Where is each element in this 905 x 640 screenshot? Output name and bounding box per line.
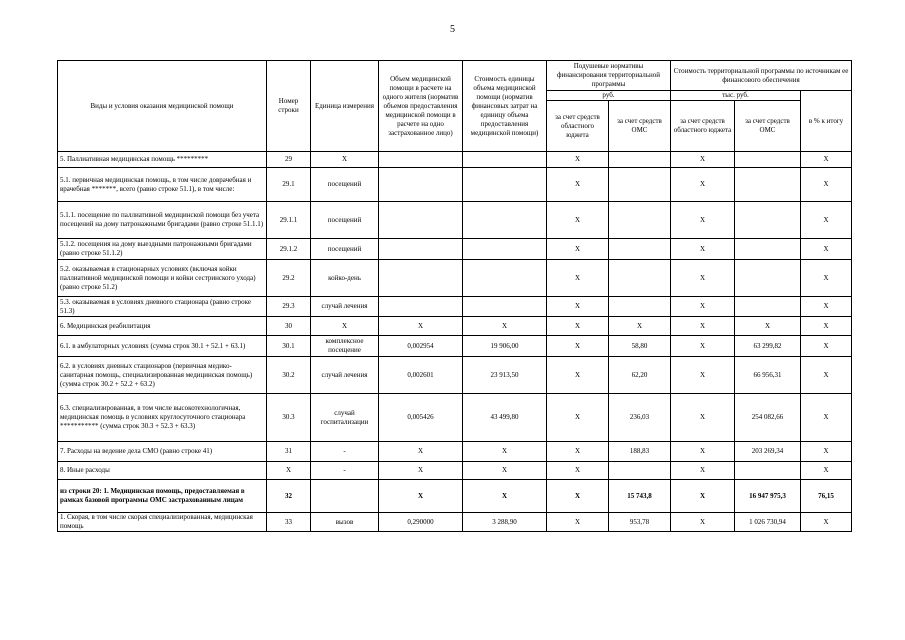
header-kind: Виды и условия оказания медицинской помощи	[58, 61, 267, 152]
row-program-oms	[735, 168, 801, 202]
row-volume	[379, 152, 463, 168]
row-percent: X	[801, 168, 852, 202]
row-program-oms	[735, 152, 801, 168]
table-row	[58, 462, 852, 480]
row-unit: вызов	[311, 513, 379, 532]
row-unit-cost: 3 288,90	[463, 513, 547, 532]
row-unit: комплексное посещение	[311, 336, 379, 357]
row-per-capita-oms	[609, 202, 671, 239]
row-percent: X	[801, 297, 852, 317]
row-unit: посещений	[311, 239, 379, 260]
row-per-capita-budget: X	[547, 239, 609, 260]
row-number: X	[267, 462, 311, 480]
row-per-capita-budget: X	[547, 260, 609, 297]
row-unit-cost: X	[463, 462, 547, 480]
row-name: из строки 20: 1. Медицинская помощь, предоставляемая в рамках базовой программы ОМС застрахованным лицам	[58, 480, 267, 513]
row-percent: X	[801, 152, 852, 168]
row-volume: 0,290000	[379, 513, 463, 532]
row-name: 7. Расходы на ведение дела СМО (равно строке 41)	[58, 442, 267, 462]
row-name: 6.2. в условиях дневных стационаров (первичная медико-санитарная помощь, специализированная медицинская помощь) (сумма строк 30.2 + 52.2 + 63.2)	[58, 357, 267, 394]
row-number: 33	[267, 513, 311, 532]
table-row	[58, 168, 852, 202]
row-per-capita-oms	[609, 297, 671, 317]
row-unit-cost: 43 499,80	[463, 394, 547, 442]
row-volume	[379, 260, 463, 297]
row-per-capita-oms	[609, 152, 671, 168]
row-name: 5.3. оказываемая в условиях дневного стационара (равно строке 51.3)	[58, 297, 267, 317]
row-name: 5.2. оказываемая в стационарных условиях (включая койки паллиативной медицинской помощи и койки сестринского ухода) (равно строке 51.2)	[58, 260, 267, 297]
row-program-budget: X	[671, 357, 735, 394]
row-per-capita-oms: X	[609, 317, 671, 336]
row-unit	[311, 480, 379, 513]
table-row	[58, 394, 852, 442]
row-per-capita-oms	[609, 239, 671, 260]
row-per-capita-oms: 58,80	[609, 336, 671, 357]
row-percent: X	[801, 357, 852, 394]
table-row	[58, 202, 852, 239]
row-per-capita-budget: X	[547, 357, 609, 394]
row-per-capita-oms: 188,83	[609, 442, 671, 462]
row-program-budget: X	[671, 394, 735, 442]
header-unit-cost: Стоимость единицы объема медицинской помощи (норматив финансовых затрат на единицу объема предоставления медицинской помощи)	[463, 61, 547, 152]
row-unit: -	[311, 462, 379, 480]
row-percent: X	[801, 317, 852, 336]
header-per-capita-budget: за счет средств областного юджета	[547, 101, 609, 152]
row-unit-cost: X	[463, 317, 547, 336]
row-per-capita-budget: X	[547, 336, 609, 357]
row-percent: X	[801, 442, 852, 462]
header-volume: Объем медицинской помощи в расчете на одного жителя (норматив объемов предоставления медицинской помощи в расчете на одно застрахованное лицо)	[379, 61, 463, 152]
row-per-capita-budget: X	[547, 152, 609, 168]
row-per-capita-oms	[609, 168, 671, 202]
row-name: 6. Медицинская реабилитация	[58, 317, 267, 336]
table-row	[58, 480, 852, 513]
row-program-oms	[735, 462, 801, 480]
row-program-oms: 254 082,66	[735, 394, 801, 442]
table-row	[58, 260, 852, 297]
row-unit-cost: X	[463, 442, 547, 462]
row-percent: X	[801, 394, 852, 442]
row-per-capita-budget: X	[547, 297, 609, 317]
row-program-oms: X	[735, 317, 801, 336]
header-per-capita-unit: руб.	[547, 91, 671, 101]
row-unit: X	[311, 152, 379, 168]
financing-table	[57, 60, 852, 532]
row-unit: -	[311, 442, 379, 462]
row-volume	[379, 168, 463, 202]
row-per-capita-budget: X	[547, 462, 609, 480]
row-number: 29	[267, 152, 311, 168]
row-program-budget: X	[671, 297, 735, 317]
row-unit-cost	[463, 260, 547, 297]
page-number: 5	[450, 24, 455, 35]
row-name: 5.1.2. посещения на дому выездными патронажными бригадами (равно строке 51.1.2)	[58, 239, 267, 260]
row-per-capita-oms	[609, 260, 671, 297]
row-program-oms	[735, 260, 801, 297]
row-program-budget: X	[671, 317, 735, 336]
row-volume: X	[379, 317, 463, 336]
table-row	[58, 442, 852, 462]
row-number: 31	[267, 442, 311, 462]
row-unit: случай лечения	[311, 357, 379, 394]
row-name: 1. Скорая, в том числе скорая специализированная, медицинская помощь	[58, 513, 267, 532]
row-number: 29.1	[267, 168, 311, 202]
row-percent: X	[801, 260, 852, 297]
row-per-capita-budget: X	[547, 394, 609, 442]
table-row	[58, 336, 852, 357]
row-number: 30.1	[267, 336, 311, 357]
row-number: 29.1.1	[267, 202, 311, 239]
header-row-no: Номер строки	[267, 61, 311, 152]
row-percent: 76,15	[801, 480, 852, 513]
row-per-capita-budget: X	[547, 317, 609, 336]
row-program-oms: 16 947 975,3	[735, 480, 801, 513]
row-program-budget: X	[671, 202, 735, 239]
header-program-cost: Стоимость территориальной программы по источникам ее финансового обеспечения	[671, 61, 852, 91]
row-unit-cost: 23 913,50	[463, 357, 547, 394]
header-unit: Единица измерения	[311, 61, 379, 152]
row-program-oms	[735, 239, 801, 260]
row-unit: случай лечения	[311, 297, 379, 317]
row-per-capita-oms: 953,78	[609, 513, 671, 532]
row-program-budget: X	[671, 442, 735, 462]
table-row	[58, 317, 852, 336]
row-program-oms: 66 956,31	[735, 357, 801, 394]
row-per-capita-oms: 236,03	[609, 394, 671, 442]
row-volume: 0,002601	[379, 357, 463, 394]
row-name: 8. Иные расходы	[58, 462, 267, 480]
row-number: 32	[267, 480, 311, 513]
row-number: 29.2	[267, 260, 311, 297]
header-per-capita: Подушевые нормативы финансирования территориальной программы	[547, 61, 671, 91]
row-program-oms	[735, 297, 801, 317]
table-row	[58, 239, 852, 260]
row-percent: X	[801, 336, 852, 357]
row-per-capita-budget: X	[547, 513, 609, 532]
row-volume: 0,002954	[379, 336, 463, 357]
header-program-budget: за счет средств областного юджета	[671, 101, 735, 152]
row-program-oms: 203 269,34	[735, 442, 801, 462]
table-row	[58, 513, 852, 532]
row-program-budget: X	[671, 513, 735, 532]
row-name: 6.3. специализированная, в том числе высокотехнологичная, медицинская помощь в условиях круглосуточного стационара *********** (сумма строк 30.3 + 52.3 + 63.3)	[58, 394, 267, 442]
header-program-cost-unit: тыс. руб.	[671, 91, 801, 101]
row-per-capita-oms: 62,20	[609, 357, 671, 394]
header-percent: в % к итогу	[801, 91, 852, 152]
row-name: 5.1.1. посещение по паллиативной медицинской помощи без учета посещений на дому патронажными бригадами (равно строке 51.1.1)	[58, 202, 267, 239]
row-unit-cost	[463, 152, 547, 168]
table-body	[58, 152, 852, 532]
row-per-capita-oms: 15 743,8	[609, 480, 671, 513]
row-number: 30.3	[267, 394, 311, 442]
row-program-budget: X	[671, 462, 735, 480]
row-unit-cost: 19 906,00	[463, 336, 547, 357]
row-program-budget: X	[671, 168, 735, 202]
row-volume	[379, 202, 463, 239]
row-unit-cost	[463, 297, 547, 317]
row-percent: X	[801, 202, 852, 239]
row-volume: X	[379, 442, 463, 462]
table-row	[58, 357, 852, 394]
row-volume: X	[379, 480, 463, 513]
row-unit: посещений	[311, 202, 379, 239]
row-per-capita-budget: X	[547, 168, 609, 202]
row-per-capita-budget: X	[547, 480, 609, 513]
row-unit: случай госпитализации	[311, 394, 379, 442]
row-name: 5. Паллиативная медицинская помощь *********	[58, 152, 267, 168]
row-percent: X	[801, 513, 852, 532]
row-program-budget: X	[671, 152, 735, 168]
table-row	[58, 152, 852, 168]
row-program-budget: X	[671, 480, 735, 513]
row-number: 30	[267, 317, 311, 336]
row-unit: посещений	[311, 168, 379, 202]
row-unit: койко-день	[311, 260, 379, 297]
row-program-budget: X	[671, 260, 735, 297]
row-program-oms: 1 026 730,94	[735, 513, 801, 532]
row-volume	[379, 297, 463, 317]
row-per-capita-oms	[609, 462, 671, 480]
row-per-capita-budget: X	[547, 202, 609, 239]
row-percent: X	[801, 462, 852, 480]
row-per-capita-budget: X	[547, 442, 609, 462]
row-percent: X	[801, 239, 852, 260]
header-program-oms: за счет средств ОМС	[735, 101, 801, 152]
row-number: 29.1.2	[267, 239, 311, 260]
row-name: 5.1. первичная медицинская помощь, в том числе доврачебная и врачебная *******, всего (равно строке 51.1), в том числе:	[58, 168, 267, 202]
row-unit-cost	[463, 168, 547, 202]
row-program-budget: X	[671, 239, 735, 260]
row-volume: X	[379, 462, 463, 480]
row-program-oms	[735, 202, 801, 239]
row-name: 6.1. в амбулаторных условиях (сумма строк 30.1 + 52.1 + 63.1)	[58, 336, 267, 357]
header-per-capita-oms: за счет средств ОМС	[609, 101, 671, 152]
row-program-oms: 63 299,82	[735, 336, 801, 357]
table-row	[58, 297, 852, 317]
row-unit: X	[311, 317, 379, 336]
row-program-budget: X	[671, 336, 735, 357]
row-volume	[379, 239, 463, 260]
row-unit-cost	[463, 202, 547, 239]
row-unit-cost: X	[463, 480, 547, 513]
row-number: 29.3	[267, 297, 311, 317]
row-number: 30.2	[267, 357, 311, 394]
row-volume: 0,005426	[379, 394, 463, 442]
row-unit-cost	[463, 239, 547, 260]
